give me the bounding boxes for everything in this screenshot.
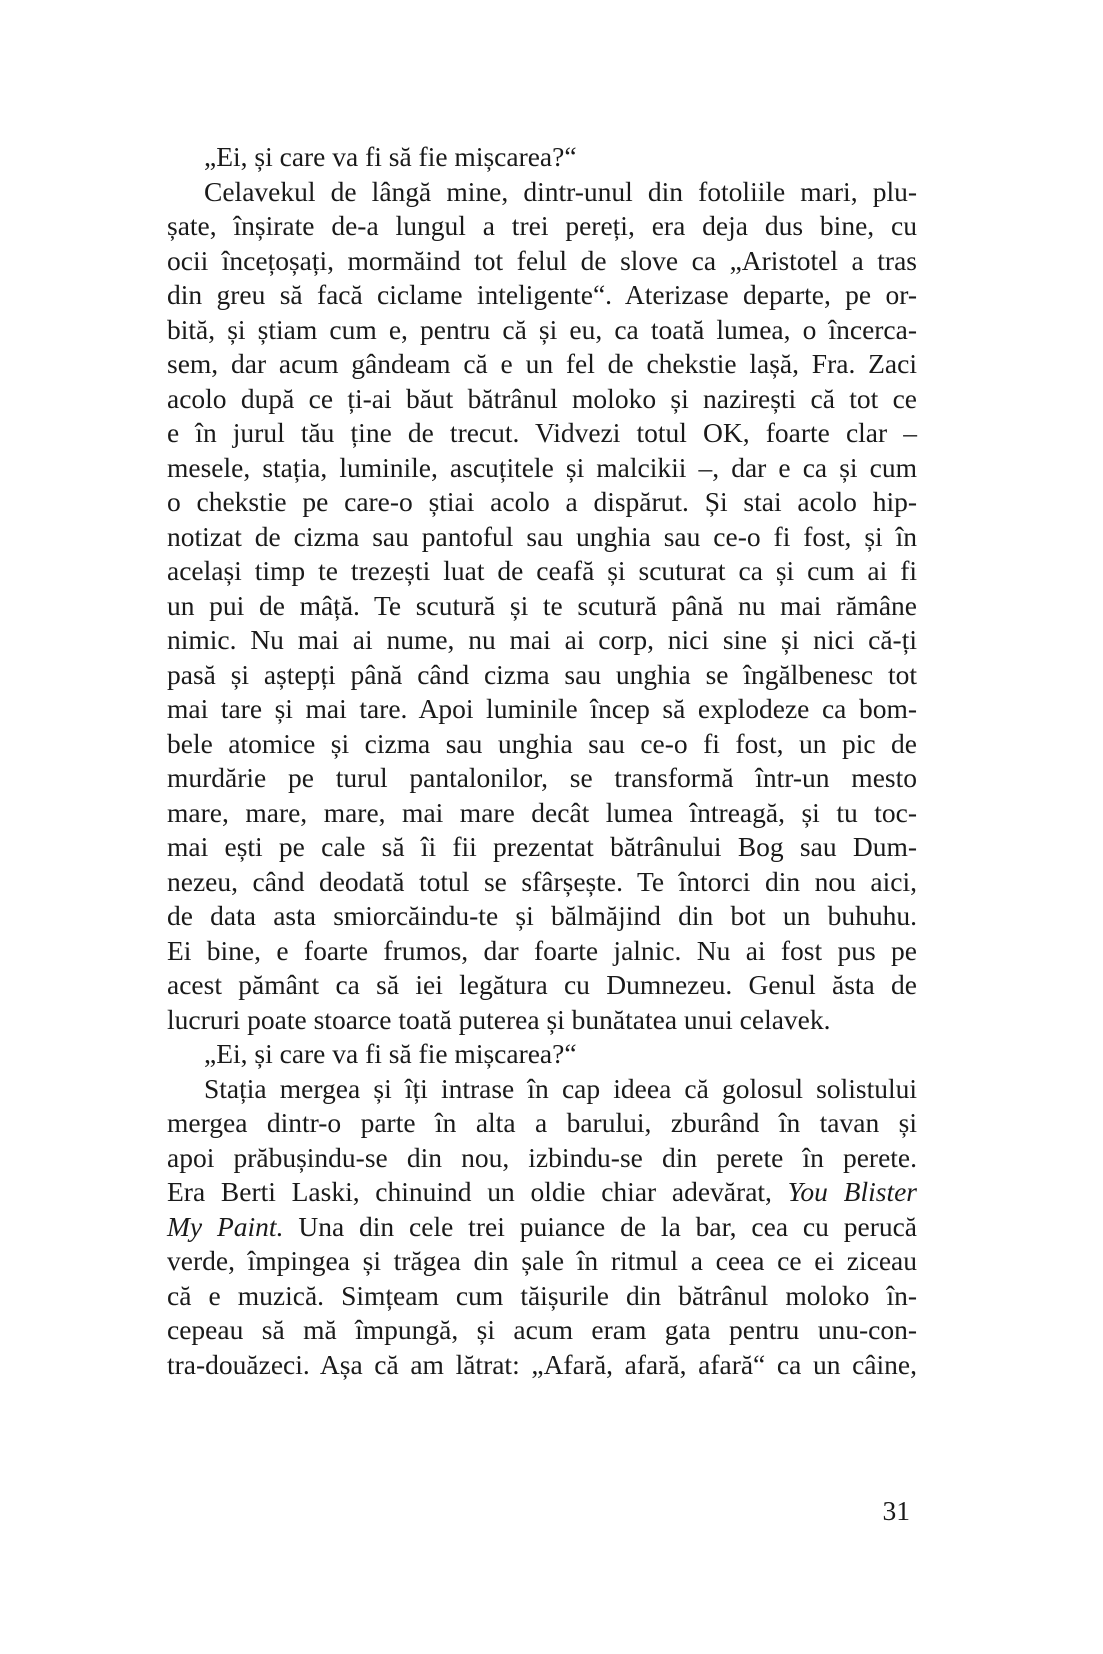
text-line-mixed — [167, 1210, 917, 1245]
text-line: de data asta smiorcăindu-te și bălmăjind din bot un buhuhu. — [167, 900, 917, 931]
text-line: tra-douăzeci. Așa că am lătrat: „Afară, afară, afară“ ca un câine, — [167, 1348, 917, 1380]
text-line: acest pământ ca să iei legătura cu Dumnezeu. Genul ăsta de — [167, 969, 917, 1000]
text-line: nezeu, când deodată totul se sfârșește. Te întorci din nou aici, — [167, 865, 917, 897]
text-line: lucruri poate stoarce toată puterea și bunătatea unui celavek. — [167, 1003, 831, 1035]
text-line: verde, împingea și trăgea din șale în ritmul a ceea ce ei ziceau — [167, 1245, 917, 1276]
song-title-italic: You Blister — [787, 1176, 917, 1207]
text-line: ocii încețoșați, mormăind tot felul de slove ca „Aristotel a tras — [167, 244, 917, 276]
text-line: mesele, stația, luminile, ascuțitele și malcikii –, dar e ca și cum — [167, 451, 917, 483]
text-line: un pui de mâță. Te scutură și te scutură până nu mai rămâne — [167, 589, 917, 621]
text-line: că e muzică. Simțeam cum tăișurile din bătrânul moloko în- — [167, 1279, 917, 1311]
text-line: șate, înșirate de-a lungul a trei pereți, era deja dus bine, cu — [167, 210, 917, 241]
text-line: același timp te trezești luat de ceafă și scuturat ca și cum ai fi — [167, 555, 917, 586]
text-line: mai ești pe cale să îi fii prezentat bătrânului Bog sau Dum- — [167, 831, 917, 862]
page-number: 31 — [882, 1495, 910, 1526]
text-line: sem, dar acum gândeam că e un fel de chekstie lașă, Fra. Zaci — [167, 348, 917, 379]
text-line: murdărie pe turul pantalonilor, se transformă într-un mesto — [167, 762, 917, 793]
text-line: mai tare și mai tare. Apoi luminile încep să explodeze ca bom- — [167, 693, 917, 724]
text-line: acolo după ce ți-ai băut bătrânul moloko și nazirești că tot ce — [167, 382, 917, 414]
text-line: notizat de cizma sau pantoful sau unghia sau ce-o fi fost, și în — [167, 520, 917, 552]
text-line: „Ei, și care va fi să fie mișcarea?“ — [204, 1038, 577, 1069]
text-line: pasă și aștepți până când cizma sau unghia se îngălbenesc tot — [167, 658, 917, 690]
text-line: nimic. Nu mai ai nume, nu mai ai corp, nici sine și nici că-ți — [167, 624, 917, 655]
text-line: mergea dintr-o parte în alta a barului, zburând în tavan și — [167, 1107, 917, 1138]
text-line: o chekstie pe care-o știai acolo a dispărut. Și stai acolo hip- — [167, 486, 917, 517]
text-line-mixed — [167, 1175, 917, 1210]
text-line: bele atomice și cizma sau unghia sau ce-o fi fost, un pic de — [167, 727, 917, 759]
text-line: mare, mare, mare, mai mare decât lumea întreagă, și tu toc- — [167, 796, 917, 828]
text-line: cepeau să mă împungă, și acum eram gata pentru unu-con- — [167, 1314, 917, 1345]
text-segment: Una din cele trei puiance de la bar, cea cu perucă — [298, 1210, 918, 1242]
text-line: Stația mergea și îți intrase în cap ideea că golosul solistului — [204, 1072, 917, 1104]
text-segment: Era Berti Laski, chinuind un oldie chiar adevărat, — [167, 1176, 772, 1207]
text-line: „Ei, și care va fi să fie mișcarea?“ — [204, 141, 577, 172]
text-line: e în jurul tău ține de trecut. Vidvezi totul OK, foarte clar – — [167, 417, 917, 448]
text-line: din greu să facă ciclame inteligente“. Aterizase departe, pe or- — [167, 279, 917, 310]
text-line: Celavekul de lângă mine, dintr-unul din fotoliile mari, plu- — [204, 175, 917, 207]
text-line: apoi prăbușindu-se din nou, izbindu-se din perete în perete. — [167, 1141, 917, 1173]
body-text — [167, 140, 917, 1382]
text-line: bită, și știam cum e, pentru că și eu, ca toată lumea, o încerca- — [167, 313, 917, 345]
song-title-italic: My Paint. — [167, 1210, 284, 1242]
text-line: Ei bine, e foarte frumos, dar foarte jalnic. Nu ai fost pus pe — [167, 934, 917, 966]
